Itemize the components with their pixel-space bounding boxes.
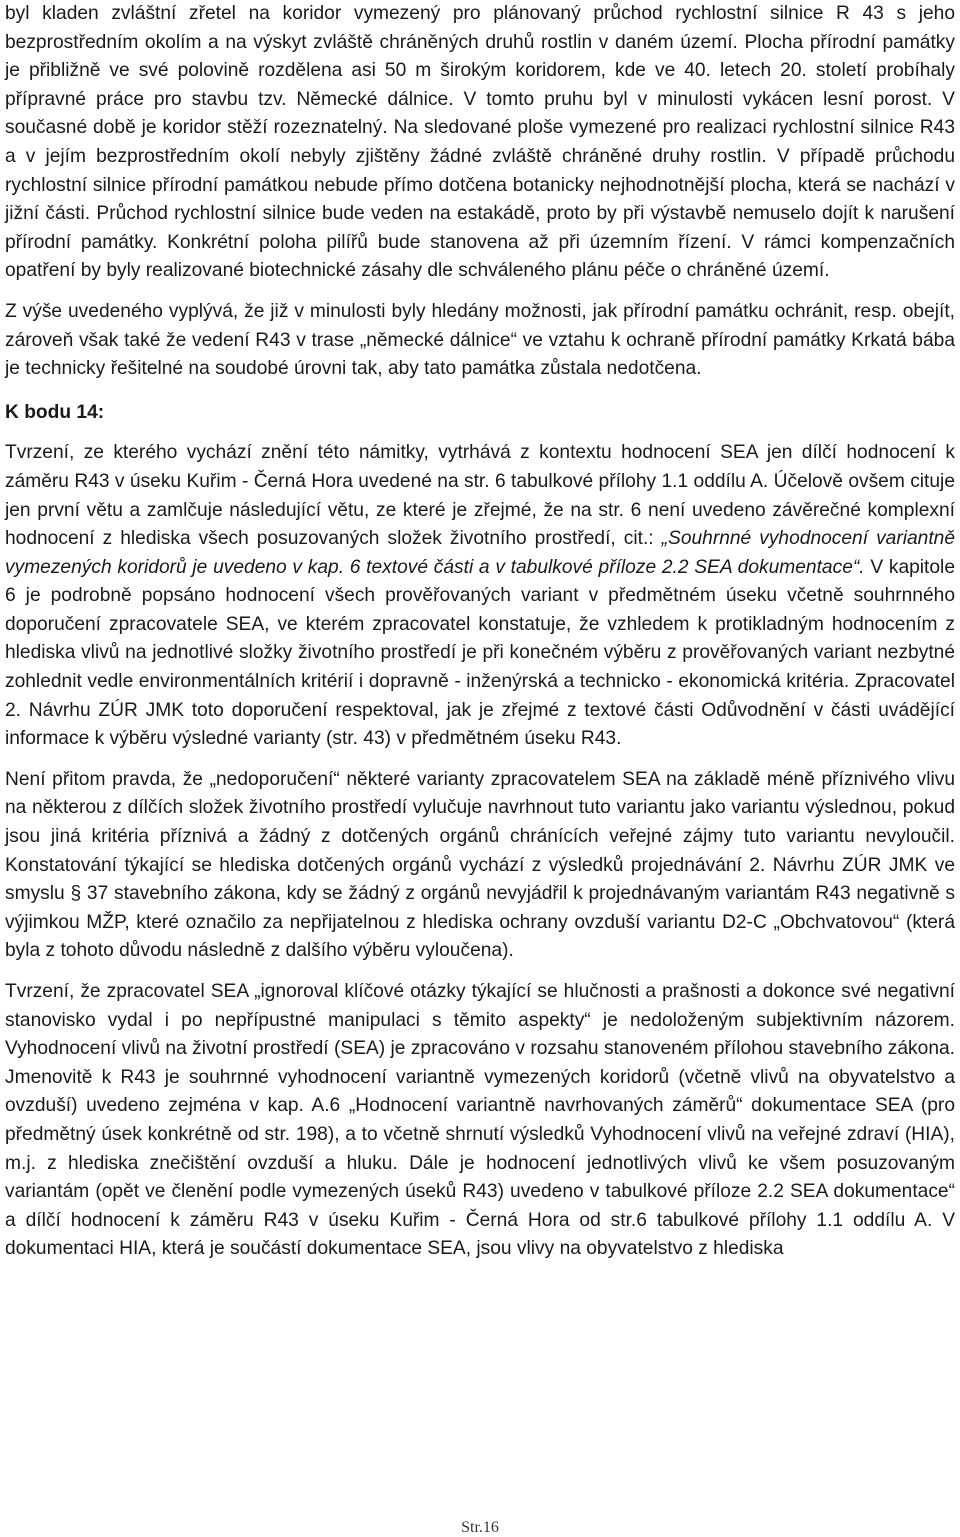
paragraph-text: Z výše uvedeného vyplývá, že již v minulosti byly hledány možnosti, jak přírodní památku ochránit, resp. obejít, zároveň však také že vedení R43 v trase „německé dálnice“ ve vztahu k ochraně přírodní památky Krkatá bába je technicky řešitelné na soudobé úrovni tak, aby tato památka zůstala nedotčena. — [5, 300, 955, 380]
italic-citation: „Souhrnné vyhodnocení variantně vymezených koridorů je uvedeno v kap. 6 textové části a v tabulkové příloze 2.2 SEA dokumentace“. — [5, 528, 956, 578]
paragraph-krkata-baba-botany — [5, 0, 955, 286]
paragraph-nedoporuceni — [5, 766, 955, 966]
paragraph-text: Tvrzení, ze kterého vychází znění této námitky, vytrhává z kontextu hodnocení SEA jen dílčí hodnocení k záměru R43 v úseku Kuřim - Černá Hora uvedené na str. 6 tabulkové přílohy 1.1 oddílu A. Účelově ovšem cituje jen první větu a zamlčuje následující větu, ze které je zřejmé, že na str. 6 není uvedeno závěrečné komplexní hodnocení z hlediska všech posuzovaných složek životního prostředí, cit.: — [5, 442, 955, 550]
paragraph-text: V kapitole 6 je podrobně popsáno hodnocení všech prověřovaných variant v předmětném úseku včetně souhrnného doporučení zpracovatele SEA, ve kterém zpracovatel konstatuje, že vzhledem k protikladným hodnocením z hlediska vlivů na jednotlivé složky životního prostředí je při konečném výběru z prověřovaných variant nezbytné zohlednit vedle environmentálních kritérií i dopravně - inženýrská a technicko - ekonomická kritéria. Zpracovatel 2. Návrhu ZÚR JMK toto doporučení respektoval, jak je zřejmé z textové části Odůvodnění v části uvádějící informace k výběru výsledné varianty (str. 43) v předmětném úseku R43. — [5, 556, 955, 750]
document-page — [5, 0, 955, 1264]
page-number: Str.16 — [461, 1519, 499, 1536]
paragraph-hluk-prasnost — [5, 978, 955, 1264]
paragraph-conclusion — [5, 298, 955, 384]
paragraph-text: byl kladen zvláštní zřetel na koridor vymezený pro plánovaný průchod rychlostní silnice R 43 s jeho bezprostředním okolím a na výskyt zvláště chráněných druhů rostlin v daném území. Plocha přírodní památky je přibližně ve své polovině rozdělena asi 50 m širokým koridorem, kde ve 40. letech 20. století probíhaly přípravné práce pro stavbu tzv. Německé dálnice. V tomto pruhu byl v minulosti vykácen lesní porost. V současné době je koridor stěží rozeznatelný. Na sledované ploše vymezené pro realizaci rychlostní silnice R43 a v jejím bezprostředním okolí nebyly zjištěny žádné zvláště chráněné druhy rostlin. V případě průchodu rychlostní silnice přírodní památkou nebude přímo dotčena botanicky nejhodnotnější plocha, která se nachází v jižní části. Průchod rychlostní silnice bude veden na estakádě, proto by při výstavbě nemuselo dojít k narušení přírodní památky. Konkrétní poloha pilířů bude stanovena až při územním řízení. V rámci kompenzačních opatření by byly realizované biotechnické zásahy dle schváleného plánu péče o chráněné území. — [5, 3, 955, 282]
paragraph-text: Není přitom pravda, že „nedoporučení“ některé varianty zpracovatelem SEA na základě méně příznivého vlivu na některou z dílčích složek životního prostředí vylučuje navrhnout tuto variantu jako variantu výslednou, pokud jsou jiná kritéria příznivá a žádný z dotčených orgánů chránících veřejné zájmy tuto variantu nevyloučil. Konstatování týkající se hlediska dotčených orgánů vychází z výsledků projednávání 2. Návrhu ZÚR JMK ve smyslu § 37 stavebního zákona, kdy se žádný z orgánů nevyjádřil k projednávaným variantám R43 negativně s výjimkou MŽP, které označilo za nepřijatelnou z hlediska ochrany ovzduší variantu D2-C „Obchvatovou“ (která byla z tohoto důvodu následně z dalšího výběru vyloučena). — [5, 768, 955, 962]
paragraph-sea-context — [5, 439, 955, 754]
section-heading: K bodu 14: — [5, 401, 105, 423]
paragraph-text: Tvrzení, že zpracovatel SEA „ignoroval klíčové otázky týkající se hlučnosti a prašnosti a dokonce své negativní stanovisko vydal i po nepřípustné manipulaci s těmito aspekty“ je nedoloženým subjektivním názorem. Vyhodnocení vlivů na životní prostředí (SEA) je zpracováno v rozsahu stanoveném přílohou stavebního zákona. Jmenovitě k R43 je souhrnné vyhodnocení variantně vymezených koridorů (včetně vlivů na obyvatelstvo a ovzduší) uvedeno zejména v kap. A.6 „Hodnocení variantně navrhovaných záměrů“ dokumentace SEA (pro předmětný úsek konkrétně od str. 198), a to včetně shrnutí výsledků Vyhodnocení vlivů na veřejné zdraví (HIA), m.j. z hlediska znečištění ovzduší a hluku. Dále je hodnocení jednotlivých vlivů ke všem posuzovaným variantám (opět ve členění podle vymezených úseků R43) uvedeno v tabulkové příloze 2.2 SEA dokumentace“ a dílčí hodnocení k záměru R43 v úseku Kuřim - Černá Hora od str.6 tabulkové přílohy 1.1 oddílu A. V dokumentaci HIA, která je součástí dokumentace SEA, jsou vlivy na obyvatelstvo z hlediska — [5, 981, 955, 1260]
